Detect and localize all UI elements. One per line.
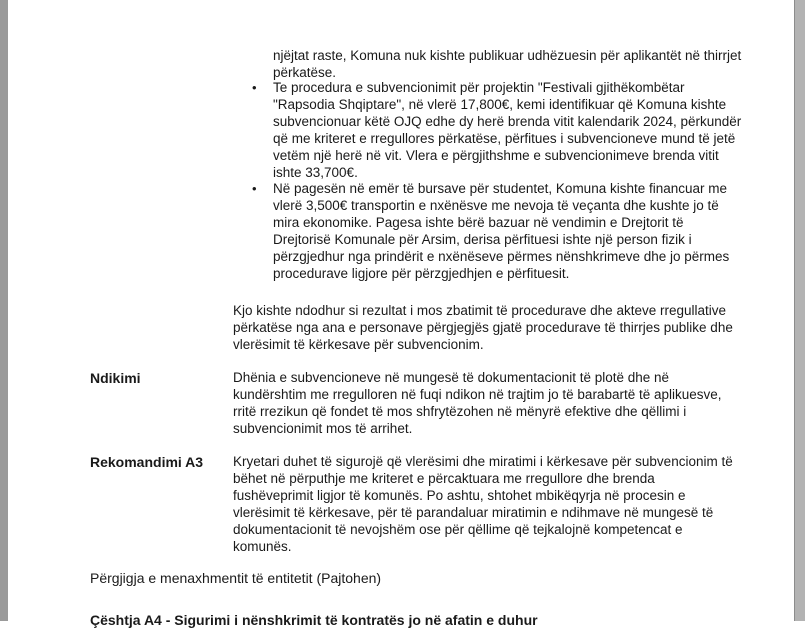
bullet-text: Në pagesën në emër të bursave për studentet, Komuna kishte financuar me vlerë 3,500€ transportin e nxënësve me nevoja të veçanta dhe kushte jo të mira ekonomike. Pagesa ishte bërë bazuar në vendimin e Drejtorit të Drejtorisë Komunale për Arsim, derisa përfituesi ishte një person fizik i përzgjedhur nga prindërit e nxënëseve përmes nënshkrimeve dhe jo përmes procedurave ligjore për përzgjedhjen e përfituesit. bbox=[273, 181, 730, 281]
section-label-ndikimi bbox=[90, 370, 141, 386]
bullet-item bbox=[252, 80, 743, 181]
viewer-left-gutter bbox=[0, 0, 8, 621]
continuation-paragraph: njëjtat raste, Komuna nuk kishte publikuar udhëzuesin për aplikantët në thirrjet përkatëse. bbox=[273, 48, 742, 80]
rekomandimi-label-text: Rekomandimi A3 bbox=[90, 454, 204, 470]
bullet-item bbox=[252, 181, 743, 282]
bullet-icon: • bbox=[252, 181, 257, 197]
bullet-icon: • bbox=[252, 80, 257, 95]
ndikimi-paragraph: Dhënia e subvencioneve në mungesë të dokumentacionit të plotë dhe në kundërshtim me rregulloren në fuqi ndikon në trajtim jo të barabartë të aplikuesve, rritë rrezikun që fondet të mos shfrytëzohen në mënyrë efektive dhe qëllimi i subvencionimit mos të arrihet. bbox=[233, 370, 722, 436]
section-label-rekomandimi bbox=[90, 454, 203, 470]
next-issue-heading: Çështja A4 - Sigurimi i nënshkrimit të kontratës jo në afatin e duhur bbox=[90, 612, 538, 628]
findings-bullet-list bbox=[252, 80, 743, 283]
summary-paragraph: Kjo kishte ndodhur si rezultat i mos zbatimit të procedurave dhe akteve rregullative përkatëse nga ana e personave përgjegjës gjatë procedurave të thirrjes publike dhe vlerësimit të kërkesave për subvencionim. bbox=[233, 303, 733, 352]
management-response-heading: Përgjigja e menaxhmentit të entitetit (Pajtohen) bbox=[90, 570, 382, 586]
viewer-scrollbar[interactable] bbox=[794, 0, 805, 621]
ndikimi-label-text: Ndikimi bbox=[90, 370, 141, 386]
rekomandimi-paragraph: Kryetari duhet të sigurojë që vlerësimi dhe miratimi i kërkesave për subvencionim të bëhet në përputhje me kriteret e përcaktuara me rregullore dhe brenda fushëveprimit ligjor të komunës. Po ashtu, shtohet mbikëqyrja në procesin e vlerësimit të kërkesave, për të parandaluar miratimin e ndihmave në mungesë të dokumentacionit të nevojshëm ose për qëllime që tejkalojnë kompetencat e komunës. bbox=[233, 454, 733, 554]
document-page bbox=[8, 0, 794, 628]
bullet-text: Te procedura e subvencionimit për projektin "Festivali gjithëkombëtar "Rapsodia Shqiptare", në vlerë 17,800€, kemi identifikuar që Komuna kishte subvencionuar këtë OJQ edhe dy herë brenda vitit kalendarik 2024, përkundër që me kriteret e rregullores përkatëse, përfitues i subvencioneve mund të jetë vetëm një herë në vit. Vlera e përgjithshme e subvencionimeve brenda vitit ishte 33,700€. bbox=[273, 80, 742, 180]
